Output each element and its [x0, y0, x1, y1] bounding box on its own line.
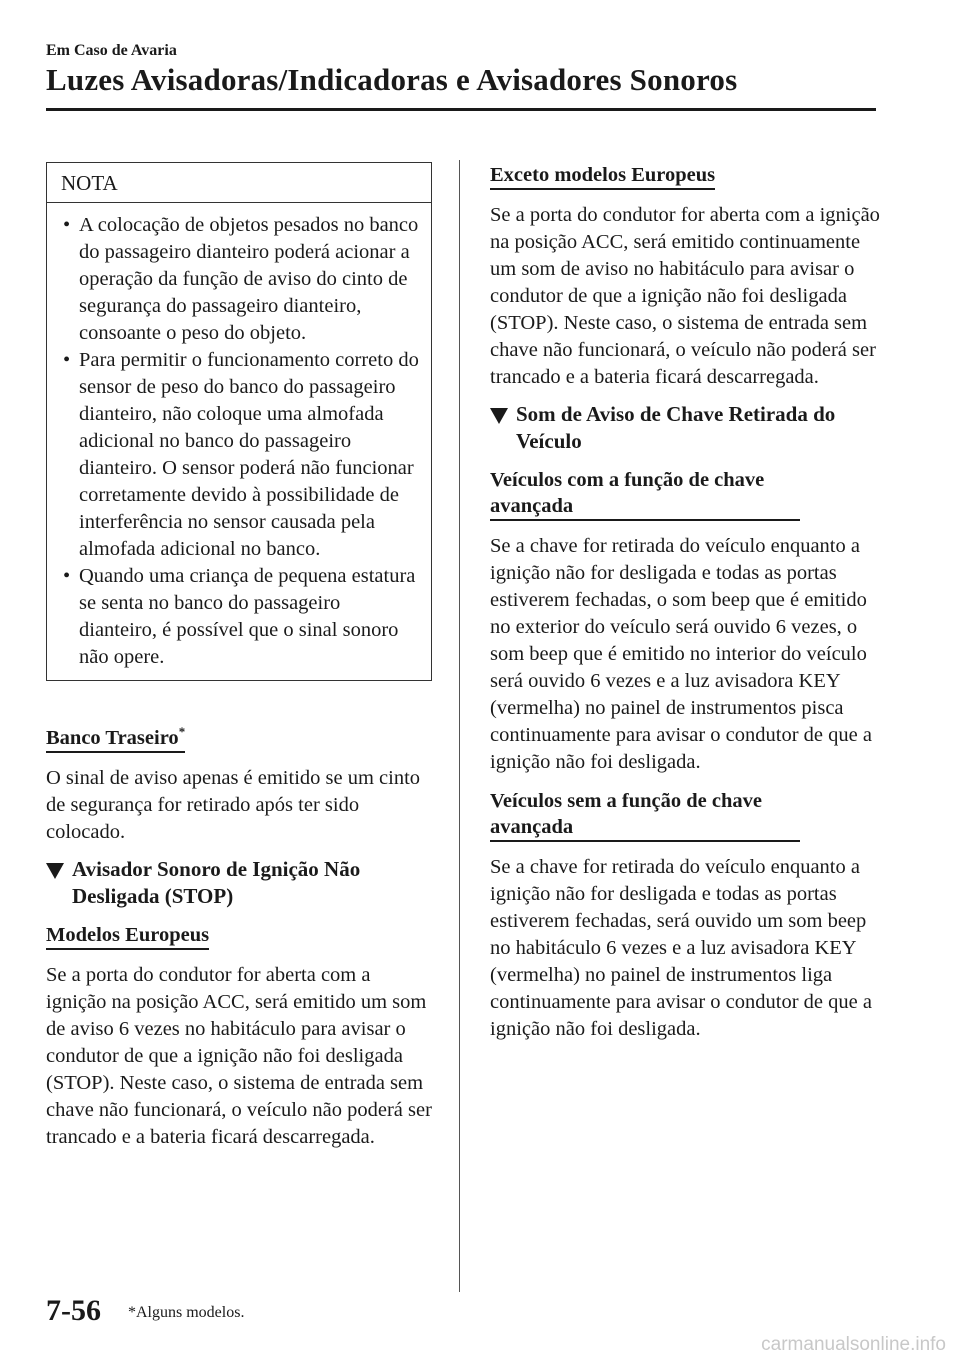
com-chave-avancada-text: Se a chave for retirada do veículo enquanto a ignição não for desligada e todas as portas estiverem fechadas, o som beep que é emitido no exterior do veículo será ouvido 6 vezes, o som beep que é emitido no interior do veículo será ouvido 6 vezes e a luz avisadora KEY (vermelha) no painel de instrumentos pisca continuamente para avisar o condutor de que a ignição não foi desligada.	[490, 535, 872, 773]
nota-title: NOTA	[47, 163, 431, 203]
nota-item	[59, 563, 421, 671]
nota-list	[47, 203, 431, 680]
left-column	[46, 162, 432, 1151]
banco-traseiro-heading	[46, 719, 185, 753]
bullet-icon: •	[63, 349, 71, 371]
bullet-icon: •	[63, 565, 71, 587]
chave-heading	[490, 401, 880, 455]
nota-item-text: A colocação de objetos pesados no banco do passageiro dianteiro poderá acionar a operação da função de aviso do cinto de segurança do passageiro dianteiro, consoante o peso do objeto.	[79, 214, 419, 344]
right-column	[490, 162, 880, 1043]
page-number: 7-56	[46, 1294, 101, 1327]
modelos-europeus-heading: Modelos Europeus	[46, 922, 209, 950]
footnote: *Alguns modelos.	[128, 1304, 245, 1321]
chapter-title: Luzes Avisadoras/Indicadoras e Avisadores Sonoros	[46, 62, 738, 97]
warning-triangle-icon	[46, 863, 64, 879]
nota-item	[59, 212, 421, 347]
warning-triangle-icon	[490, 408, 508, 424]
some-models-marker: *	[178, 724, 186, 739]
bullet-icon: •	[63, 214, 71, 236]
sem-chave-avancada-text: Se a chave for retirada do veículo enquanto a ignição não for desligada e todas as portas estiverem fechadas, será ouvido um som beep no habitáculo 6 vezes e a luz avisadora KEY (vermelha) no painel de instrumentos liga continuamente para avisar o condutor de que a ignição não foi desligada.	[490, 856, 872, 1040]
column-divider	[459, 160, 460, 1292]
nota-item	[59, 347, 421, 563]
chave-heading-text: Som de Aviso de Chave Retirada do Veículo	[516, 402, 836, 453]
nota-item-text: Quando uma criança de pequena estatura se senta no banco do passageiro dianteiro, é possível que o sinal sonoro não opere.	[79, 565, 416, 668]
modelos-europeus-text: Se a porta do condutor for aberta com a ignição na posição ACC, será emitido um som de aviso 6 vezes no habitáculo para avisar o condutor de que a ignição não foi desligada (STOP). Neste caso, o sistema de entrada sem chave não funcionará, o veículo não poderá ser trancado e a bateria ficará descarregada.	[46, 963, 432, 1148]
ignicao-heading	[46, 856, 432, 910]
nota-item-text: Para permitir o funcionamento correto do sensor de peso do banco do passageiro dianteiro, não coloque uma almofada adicional no banco do passageiro dianteiro. O sensor poderá não funcionar corretamente devido à possibilidade de interferência no sensor causada pela almofada adicional no banco.	[79, 349, 419, 560]
com-chave-avancada-heading: Veículos com a função de chave avançada	[490, 467, 800, 521]
nota-box	[46, 162, 432, 681]
section-label: Em Caso de Avaria	[46, 42, 177, 59]
ignicao-heading-text: Avisador Sonoro de Ignição Não Desligada (STOP)	[72, 856, 361, 908]
watermark: carmanualsonline.info	[761, 1334, 946, 1355]
banco-traseiro-text: O sinal de aviso apenas é emitido se um cinto de segurança for retirado após ter sido colocado.	[46, 766, 421, 843]
exceto-europeus-heading: Exceto modelos Europeus	[490, 162, 715, 190]
sem-chave-avancada-heading: Veículos sem a função de chave avançada	[490, 788, 800, 842]
banco-traseiro-heading-text: Banco Traseiro	[46, 726, 179, 749]
exceto-europeus-text: Se a porta do condutor for aberta com a ignição na posição ACC, será emitido continuamente um som de aviso no habitáculo para avisar o condutor de que a ignição não foi desligada (STOP). Neste caso, o sistema de entrada sem chave não funcionará, o veículo não poderá ser trancado e a bateria ficará descarregada.	[490, 204, 880, 388]
header-rule	[46, 108, 876, 111]
